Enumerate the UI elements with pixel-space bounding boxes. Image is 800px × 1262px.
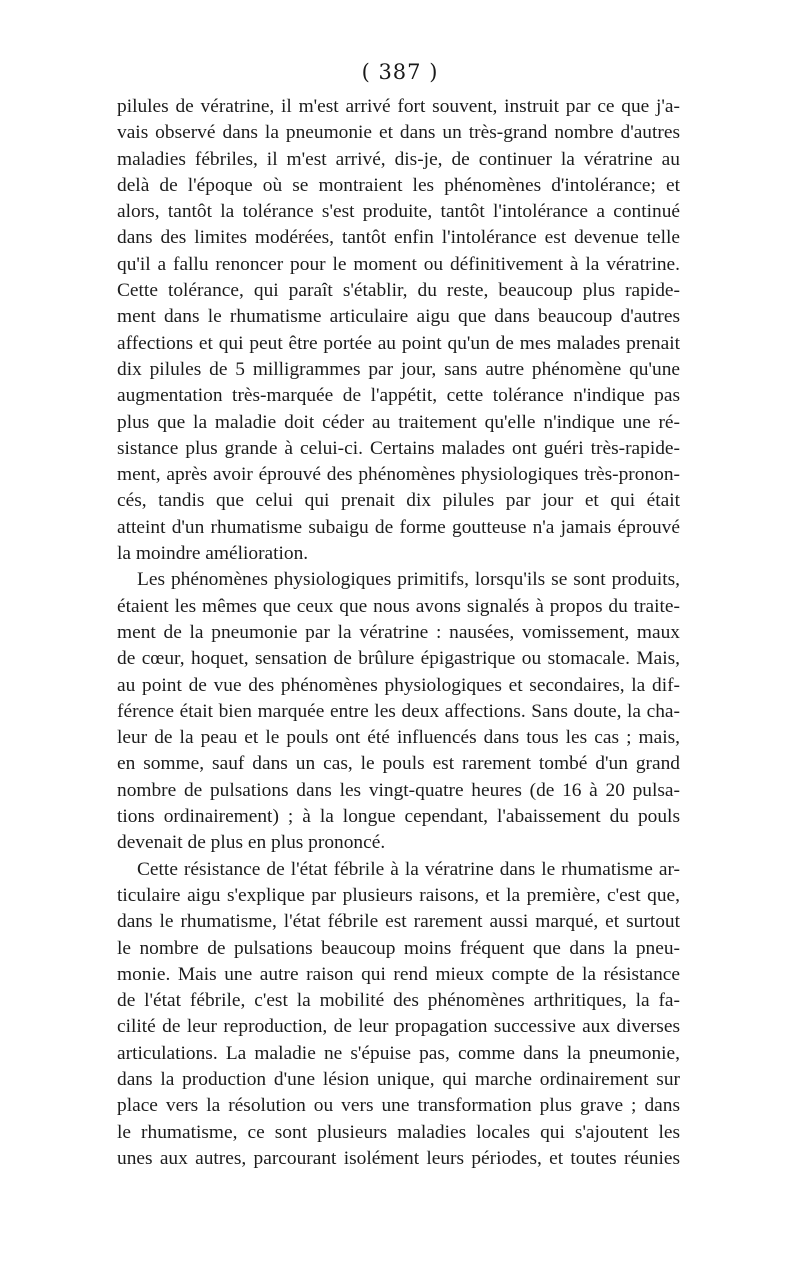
- text-line: en somme, sauf dans un cas, le pouls est rarement tombé d'un grand: [117, 753, 680, 775]
- text-line: pilules de vératrine, il m'est arrivé fort souvent, instruit par ce que j'a-: [117, 96, 680, 117]
- text-line: ment de la pneumonie par la vératrine : nausées, vomissement, maux: [117, 621, 680, 643]
- paragraph-start-line: Cette résistance de l'état fébrile à la vératrine dans le rhumatisme ar-: [137, 858, 680, 880]
- text-line: augmentation très-marquée de l'appétit, cette tolérance n'indique pas: [117, 385, 680, 407]
- text-line: ticulaire aigu s'explique par plusieurs raisons, et la première, c'est que,: [117, 884, 680, 906]
- text-line: de l'état fébrile, c'est la mobilité des phénomènes arthritiques, la fa-: [117, 990, 680, 1012]
- text-line: vais observé dans la pneumonie et dans un très-grand nombre d'autres: [117, 122, 680, 144]
- body-text: [117, 94, 680, 1172]
- text-line: tions ordinairement) ; à la longue cependant, l'abaissement du pouls: [117, 806, 680, 828]
- text-line: au point de vue des phénomènes physiologiques et secondaires, la dif-: [117, 674, 680, 696]
- text-line: dans des limites modérées, tantôt enfin l'intolérance est devenue telle: [117, 227, 680, 249]
- page-number: ( 387 ): [361, 60, 439, 84]
- text-line: qu'il a fallu renoncer pour le moment ou définitivement à la vératrine.: [117, 253, 680, 275]
- text-line: articulations. La maladie ne s'épuise pas, comme dans la pneumonie,: [117, 1042, 680, 1064]
- text-line: cilité de leur reproduction, de leur propagation successive aux diverses: [117, 1016, 680, 1038]
- text-line: monie. Mais une autre raison qui rend mieux compte de la résistance: [117, 963, 680, 985]
- text-line: le rhumatisme, ce sont plusieurs maladies locales qui s'ajoutent les: [117, 1121, 680, 1143]
- text-line: affections et qui peut être portée au point qu'un de mes malades prenait: [117, 332, 680, 354]
- text-line: unes aux autres, parcourant isolément leurs périodes, et toutes réunies: [117, 1147, 680, 1169]
- text-line: Cette tolérance, qui paraît s'établir, du reste, beaucoup plus rapide-: [117, 280, 680, 302]
- paragraph-start-line: Les phénomènes physiologiques primitifs, lorsqu'ils se sont produits,: [137, 569, 680, 591]
- text-line: maladies fébriles, il m'est arrivé, dis-je, de continuer la vératrine au: [117, 148, 680, 170]
- text-line: ment dans le rhumatisme articulaire aigu que dans beaucoup d'autres: [117, 306, 680, 328]
- text-line: ment, après avoir éprouvé des phénomènes physiologiques très-pronon-: [117, 464, 680, 486]
- text-line: étaient les mêmes que ceux que nous avons signalés à propos du traite-: [117, 595, 680, 617]
- text-line: atteint d'un rhumatisme subaigu de forme goutteuse n'a jamais éprouvé: [117, 516, 680, 538]
- text-line: dans le rhumatisme, l'état fébrile est rarement aussi marqué, et surtout: [117, 911, 680, 933]
- text-line: férence était bien marquée entre les deux affections. Sans doute, la cha-: [117, 700, 680, 722]
- text-line: nombre de pulsations dans les vingt-quatre heures (de 16 à 20 pulsa-: [117, 779, 680, 801]
- text-line: delà de l'époque où se montraient les phénomènes d'intolérance; et: [117, 174, 680, 196]
- paragraph-end-line: la moindre amélioration.: [117, 543, 309, 565]
- text-line: le nombre de pulsations beaucoup moins fréquent que dans la pneu-: [117, 937, 680, 959]
- text-line: alors, tantôt la tolérance s'est produite, tantôt l'intolérance a continué: [117, 201, 680, 223]
- text-line: de cœur, hoquet, sensation de brûlure épigastrique ou stomacale. Mais,: [117, 648, 680, 670]
- text-line: leur de la peau et le pouls ont été influencés dans tous les cas ; mais,: [117, 727, 680, 749]
- text-line: sistance plus grande à celui-ci. Certains malades ont guéri très-rapide-: [117, 437, 680, 459]
- text-line: dans la production d'une lésion unique, qui marche ordinairement sur: [117, 1068, 680, 1090]
- text-line: cés, tandis que celui qui prenait dix pilules par jour et qui était: [117, 490, 680, 512]
- text-line: plus que la maladie doit céder au traitement qu'elle n'indique une ré-: [117, 411, 680, 433]
- paragraph-end-line: devenait de plus en plus prononcé.: [117, 832, 386, 854]
- text-line: place vers la résolution ou vers une transformation plus grave ; dans: [117, 1095, 680, 1117]
- text-line: dix pilules de 5 milligrammes par jour, sans autre phénomène qu'une: [117, 358, 680, 380]
